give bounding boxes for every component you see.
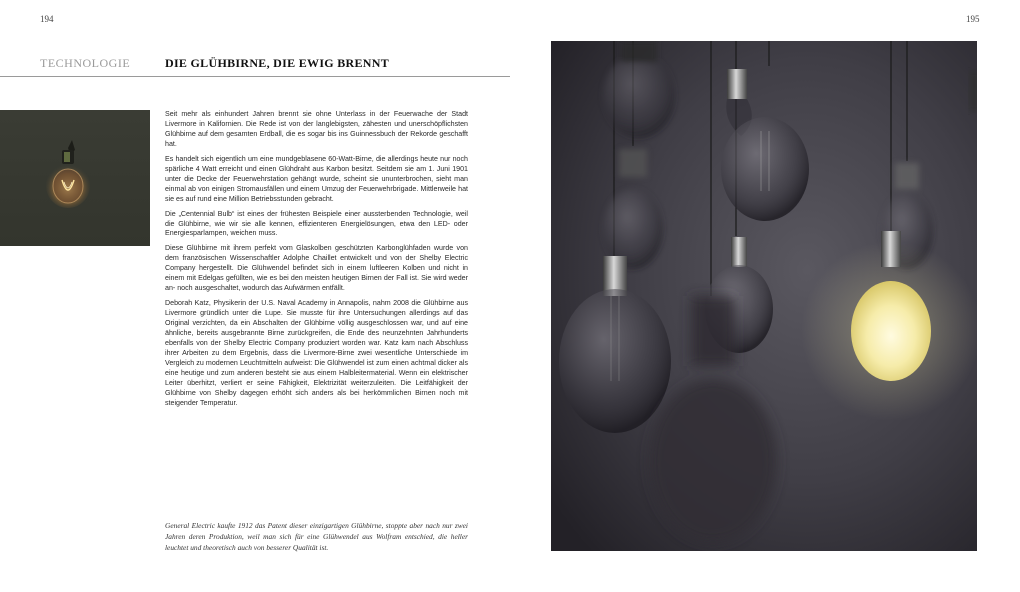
photo-caption: General Electric kaufte 1912 das Patent dieser einzigartigen Glühbirne, stoppte aber nach nur zwei Jahren deren Produktion, weil man sich für eine Glühwendel aus Wolfram entschied, die heller leuchtet und theoretisch auch von besserer Qualität ist. bbox=[165, 521, 468, 552]
running-header bbox=[0, 56, 510, 77]
paragraph-5: Deborah Katz, Physikerin der U.S. Naval Academy in Annapolis, nahm 2008 die Glühbirne aus Livermore gründlich unter die Lupe. Sie musste für ihre Untersuchungen allerdings auf das Original verzichten, da ein Abschalten der Glühbirne völlig ausgeschlossen war, und auf eine ähnliche, bereits ausgebrannte Birne zurückgreifen, die Ende des neunzehnten Jahrhunderts ebenfalls von der Shelby Electric Company produziert worden war. Katz kam nach Abschluss ihrer Arbeiten zu dem Ergebnis, dass die Livermore-Birne zwei wesentliche Unterschiede im Vergleich zu modernen Leuchtmitteln aufweist: Die Glühwendel ist zum einen achtmal dicker als eine heutige und zum anderen besteht sie aus einem Halbleitermaterial. Wenn ein elektrischer Leiter überhitzt, verliert er seine Fähigkeit, Elektrizität weiterzuleiten. Die Leitfähigkeit der Glühbirne von Shelby dagegen erhöht sich anders als bei herkömmlichen Birnen noch mit steigender Temperatur. bbox=[165, 299, 468, 407]
centennial-bulb-photo bbox=[0, 110, 150, 246]
paragraph-1: Seit mehr als einhundert Jahren brennt sie ohne Unterlass in der Feuerwache der Stadt Livermore in Kalifornien. Die Rede ist von der langlebigsten, zähesten und unerschöpflichsten Glühbirne auf dem gesamten Erdball, die es sogar bis ins Guinnessbuch der Rekorde geschafft hat. bbox=[165, 110, 468, 148]
section-label: TECHNOLOGIE bbox=[40, 56, 131, 70]
article-body bbox=[165, 110, 468, 414]
paragraph-4: Diese Glühbirne mit ihrem perfekt vom Glaskolben geschützten Karbonglühfaden wurde von dem französischen Wissenschaftler Adolphe Chaillet entwickelt und von der Shelby Electric Company hergestellt. Die Glühwendel befindet sich in einem luftleeren Kolben und nicht in einem mit Edelgas gefüllten, wie es bei den meisten heutigen Birnen der Fall ist. Sie wird weder an- noch ausgeschaltet, wodurch das Aufwärmen entfällt. bbox=[165, 244, 468, 293]
bulb-thumbnail-illustration bbox=[0, 110, 150, 246]
page-number-left: 194 bbox=[40, 14, 54, 24]
paragraph-3: Die „Centennial Bulb“ ist eines der frühesten Beispiele einer aussterbenden Technologie, weil die Glühbirne, wie wir sie alle kennen, effizienteren Energielösungen, etwa den LED- oder Energiesparlampen, weichen muss. bbox=[165, 209, 468, 238]
paragraph-2: Es handelt sich eigentlich um eine mundgeblasene 60-Watt-Birne, die allerdings heute nur noch spärliche 4 Watt erreicht und einen Glühdraht aus Karbon besitzt. Seitdem sie am 1. Juni 1901 unter die Decke der Feuerwehrstation gehängt wurde, scheint sie ununterbrochen, sieht man einmal ab von einigen Stromausfällen und einem Umzug der Feuerwehrbrigade. Mittlerweile hat sie es auf rund eine Million Betriebsstunden gebracht. bbox=[165, 154, 468, 203]
article-title: DIE GLÜHBIRNE, DIE EWIG BRENNT bbox=[165, 56, 390, 70]
page-number-right: 195 bbox=[966, 14, 980, 24]
hanging-bulbs-illustration bbox=[551, 41, 977, 551]
hanging-light-bulbs-photo bbox=[551, 41, 977, 551]
